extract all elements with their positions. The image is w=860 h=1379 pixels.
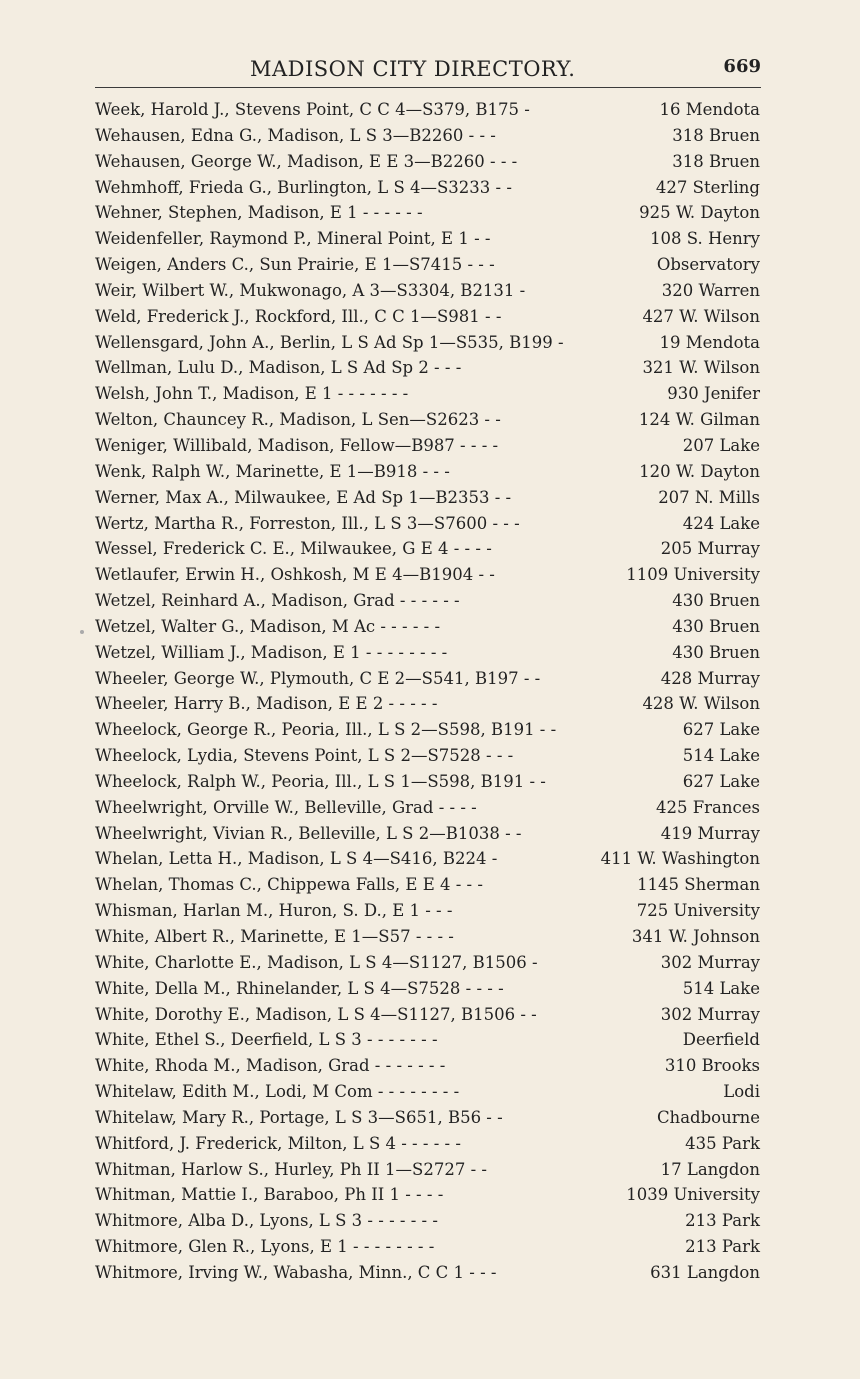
entry-address: 627 Lake xyxy=(682,720,760,740)
entry-name: Wheeler, Harry B., Madison, E E 2 - - - - - xyxy=(95,694,438,714)
entry-address: 205 Murray xyxy=(660,539,760,559)
directory-entry xyxy=(95,821,760,847)
directory-entry xyxy=(95,485,760,511)
entry-name: Whitmore, Alba D., Lyons, L S 3 - - - - - - - xyxy=(95,1211,438,1231)
entry-address: Deerfield xyxy=(682,1030,760,1050)
directory-entry xyxy=(95,769,760,795)
entry-name: Werner, Max A., Milwaukee, E Ad Sp 1—B2353 - - xyxy=(95,487,512,507)
entry-name: Wheelwright, Orville W., Belleville, Grad - - - - xyxy=(95,797,477,817)
directory-entry xyxy=(95,588,760,614)
page-header xyxy=(95,55,761,88)
entry-name: Whelan, Thomas C., Chippewa Falls, E E 4 - - - xyxy=(95,875,483,895)
entry-name: Whelan, Letta H., Madison, L S 4—S416, B224 - xyxy=(95,849,498,869)
directory-entry xyxy=(95,459,760,485)
entry-name: Wetzel, Walter G., Madison, M Ac - - - - - - xyxy=(95,616,441,636)
directory-entry xyxy=(95,536,760,562)
page-title: MADISON CITY DIRECTORY. xyxy=(250,57,576,81)
entry-name: Wenk, Ralph W., Marinette, E 1—B918 - - - xyxy=(95,461,450,481)
directory-entry xyxy=(95,1027,760,1053)
entry-name: White, Dorothy E., Madison, L S 4—S1127, B1506 - - xyxy=(95,1004,537,1024)
entry-name: White, Della M., Rhinelander, L S 4—S7528 - - - - xyxy=(95,978,504,998)
entry-address: 19 Mendota xyxy=(659,332,760,352)
directory-entry xyxy=(95,175,760,201)
entry-address: 318 Bruen xyxy=(672,125,760,145)
directory-entry xyxy=(95,1131,760,1157)
entry-address: 430 Bruen xyxy=(672,642,760,662)
directory-entry xyxy=(95,1105,760,1131)
directory-entry xyxy=(95,950,760,976)
entry-address: 925 W. Dayton xyxy=(639,203,760,223)
entry-address: 17 Langdon xyxy=(660,1159,760,1179)
directory-entry xyxy=(95,846,760,872)
entry-name: Whitman, Mattie I., Baraboo, Ph II 1 - - - - xyxy=(95,1185,444,1205)
directory-entry xyxy=(95,640,760,666)
entry-address: Chadbourne xyxy=(656,1107,760,1127)
entry-address: 341 W. Johnson xyxy=(631,927,760,946)
entry-name: Wetlaufer, Erwin H., Oshkosh, M E 4—B1904 - - xyxy=(95,565,495,585)
directory-entry xyxy=(95,200,760,226)
directory-entry xyxy=(95,381,760,407)
directory-entry xyxy=(95,1157,760,1183)
directory-entry xyxy=(95,252,760,278)
entry-address: 120 W. Dayton xyxy=(639,461,760,481)
directory-entry xyxy=(95,924,760,950)
entry-name: Welsh, John T., Madison, E 1 - - - - - - - xyxy=(95,384,409,404)
entry-address: 427 Sterling xyxy=(655,177,760,197)
entry-name: Weir, Wilbert W., Mukwonago, A 3—S3304, B2131 - xyxy=(95,280,526,300)
page-number: 669 xyxy=(723,56,761,77)
entry-address: 428 W. Wilson xyxy=(642,694,760,714)
entry-address: 302 Murray xyxy=(660,1004,760,1024)
directory-entry xyxy=(95,1260,760,1286)
directory-entry xyxy=(95,407,760,433)
directory-entry xyxy=(95,123,760,149)
entry-name: Wheelock, Lydia, Stevens Point, L S 2—S7528 - - - xyxy=(95,746,514,766)
entry-name: Whisman, Harlan M., Huron, S. D., E 1 - - - xyxy=(95,901,453,921)
entry-address: 627 Lake xyxy=(682,771,760,791)
directory-entry xyxy=(95,976,760,1002)
entry-address: 631 Langdon xyxy=(650,1262,760,1282)
directory-entry xyxy=(95,666,760,692)
entry-address: 108 S. Henry xyxy=(650,229,760,249)
entry-address: 310 Brooks xyxy=(664,1056,760,1076)
entry-name: Wheelock, Ralph W., Peoria, Ill., L S 1—S598, B191 - - xyxy=(95,771,546,791)
entry-address: 419 Murray xyxy=(660,823,760,843)
directory-entry xyxy=(95,278,760,304)
entry-address: 930 Jenifer xyxy=(667,384,760,404)
entry-name: Wellman, Lulu D., Madison, L S Ad Sp 2 - - - xyxy=(95,358,462,378)
entry-name: White, Ethel S., Deerfield, L S 3 - - - - - - - xyxy=(95,1030,438,1050)
directory-entry xyxy=(95,1002,760,1028)
directory-entry xyxy=(95,355,760,381)
entry-address: 16 Mendota xyxy=(659,100,760,119)
directory-entry xyxy=(95,1234,760,1260)
entry-name: White, Albert R., Marinette, E 1—S57 - - - - xyxy=(95,927,454,946)
entry-name: Wertz, Martha R., Forreston, Ill., L S 3—S7600 - - - xyxy=(95,513,520,533)
entry-address: 411 W. Washington xyxy=(600,849,760,869)
entry-name: White, Rhoda M., Madison, Grad - - - - - - - xyxy=(95,1056,446,1076)
directory-entry xyxy=(95,795,760,821)
entry-address: 1109 University xyxy=(626,565,760,585)
directory-entry xyxy=(95,898,760,924)
entry-name: Whitman, Harlow S., Hurley, Ph II 1—S2727 - - xyxy=(95,1159,487,1179)
directory-entry xyxy=(95,743,760,769)
entry-address: 514 Lake xyxy=(682,746,760,766)
entry-name: Whitelaw, Edith M., Lodi, M Com - - - - - - - - xyxy=(95,1082,460,1102)
directory-entry xyxy=(95,717,760,743)
entry-name: Whitford, J. Frederick, Milton, L S 4 - - - - - - xyxy=(95,1133,461,1153)
directory-entry xyxy=(95,1182,760,1208)
entry-name: Wetzel, William J., Madison, E 1 - - - - - - - - xyxy=(95,642,448,662)
entry-address: 302 Murray xyxy=(660,952,760,972)
directory-entries xyxy=(95,97,760,1286)
entry-name: Wehmhoff, Frieda G., Burlington, L S 4—S3233 - - xyxy=(95,177,512,197)
entry-name: Wheelock, George R., Peoria, Ill., L S 2—S598, B191 - - xyxy=(95,720,557,740)
entry-address: 1039 University xyxy=(626,1185,760,1205)
entry-address: 430 Bruen xyxy=(672,616,760,636)
entry-address: 124 W. Gilman xyxy=(638,410,760,430)
entry-name: Week, Harold J., Stevens Point, C C 4—S379, B175 - xyxy=(95,100,530,119)
entry-name: Wetzel, Reinhard A., Madison, Grad - - - - - - xyxy=(95,591,460,611)
entry-address: 430 Bruen xyxy=(672,591,760,611)
entry-name: Whitelaw, Mary R., Portage, L S 3—S651, B56 - - xyxy=(95,1107,503,1127)
directory-entry xyxy=(95,97,760,123)
directory-entry xyxy=(95,330,760,356)
directory-entry xyxy=(95,691,760,717)
entry-name: Wehner, Stephen, Madison, E 1 - - - - - - xyxy=(95,203,423,223)
entry-name: Weld, Frederick J., Rockford, Ill., C C 1—S981 - - xyxy=(95,306,502,326)
entry-address: 1145 Sherman xyxy=(637,875,760,895)
entry-name: Wheeler, George W., Plymouth, C E 2—S541, B197 - - xyxy=(95,668,541,688)
directory-entry xyxy=(95,614,760,640)
entry-name: Wellensgard, John A., Berlin, L S Ad Sp 1—S535, B199 - xyxy=(95,332,564,352)
directory-entry xyxy=(95,872,760,898)
entry-address: 514 Lake xyxy=(682,978,760,998)
entry-address: Observatory xyxy=(656,255,760,275)
entry-address: 207 N. Mills xyxy=(658,487,760,507)
entry-name: Whitmore, Glen R., Lyons, E 1 - - - - - - - - xyxy=(95,1237,435,1257)
directory-entry xyxy=(95,511,760,537)
entry-address: 725 University xyxy=(636,901,760,921)
directory-entry xyxy=(95,433,760,459)
directory-entry xyxy=(95,1208,760,1234)
entry-name: White, Charlotte E., Madison, L S 4—S1127, B1506 - xyxy=(95,952,538,972)
entry-address: 320 Warren xyxy=(661,280,760,300)
entry-address: 427 W. Wilson xyxy=(642,306,760,326)
entry-name: Weniger, Willibald, Madison, Fellow—B987 - - - - xyxy=(95,435,499,455)
entry-address: 213 Park xyxy=(685,1211,760,1231)
entry-name: Wheelwright, Vivian R., Belleville, L S 2—B1038 - - xyxy=(95,823,522,843)
entry-address: 321 W. Wilson xyxy=(642,358,760,378)
entry-address: 213 Park xyxy=(685,1237,760,1257)
directory-entry xyxy=(95,226,760,252)
directory-entry xyxy=(95,304,760,330)
entry-name: Wessel, Frederick C. E., Milwaukee, G E 4 - - - - xyxy=(95,539,492,559)
entry-address: 425 Frances xyxy=(655,797,760,817)
entry-address: 207 Lake xyxy=(682,435,760,455)
margin-mark xyxy=(80,630,84,634)
directory-entry xyxy=(95,1079,760,1105)
entry-name: Weigen, Anders C., Sun Prairie, E 1—S7415 - - - xyxy=(95,255,495,275)
directory-entry xyxy=(95,149,760,175)
entry-address: 424 Lake xyxy=(682,513,760,533)
entry-name: Weidenfeller, Raymond P., Mineral Point, E 1 - - xyxy=(95,229,491,249)
entry-address: Lodi xyxy=(723,1082,760,1102)
directory-entry xyxy=(95,562,760,588)
entry-name: Wehausen, Edna G., Madison, L S 3—B2260 - - - xyxy=(95,125,496,145)
entry-name: Whitmore, Irving W., Wabasha, Minn., C C 1 - - - xyxy=(95,1262,497,1282)
entry-name: Welton, Chauncey R., Madison, L Sen—S2623 - - xyxy=(95,410,501,430)
entry-address: 428 Murray xyxy=(660,668,760,688)
entry-address: 435 Park xyxy=(685,1133,760,1153)
directory-entry xyxy=(95,1053,760,1079)
entry-name: Wehausen, George W., Madison, E E 3—B2260 - - - xyxy=(95,151,518,171)
entry-address: 318 Bruen xyxy=(672,151,760,171)
